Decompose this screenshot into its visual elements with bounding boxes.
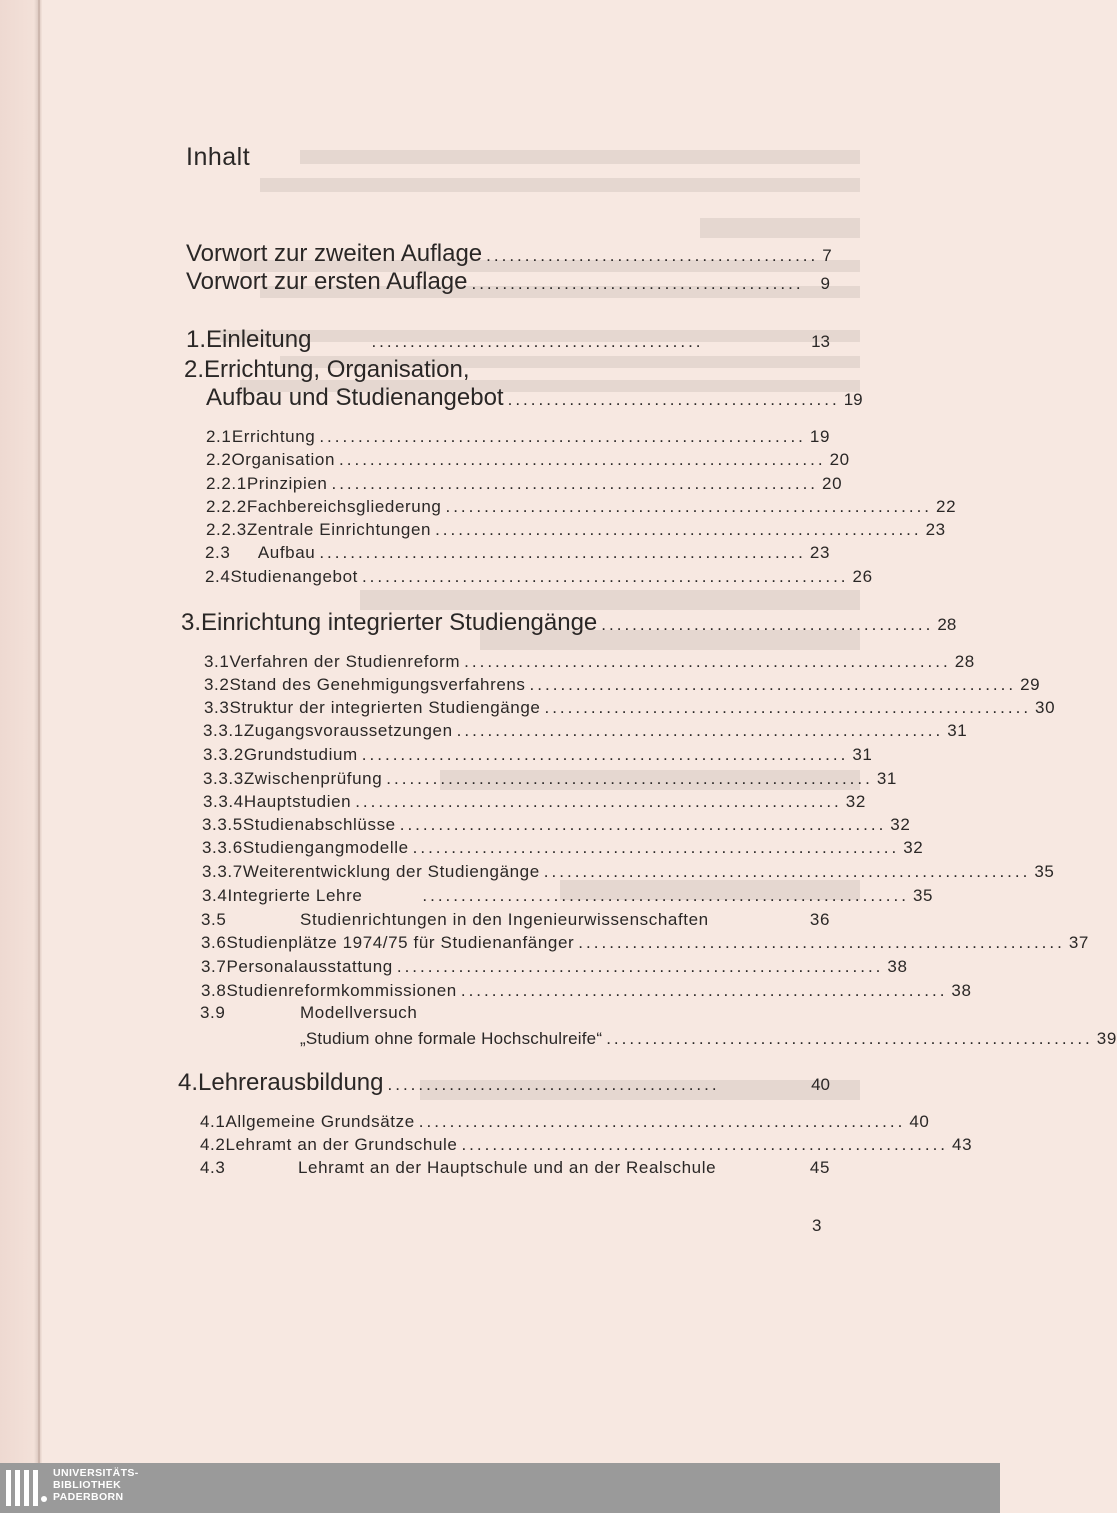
toc-leader: ............................................................... [396, 957, 884, 976]
toc-number: 3.3 [204, 698, 230, 717]
toc-number: 4.2 [200, 1135, 226, 1154]
toc-label: Studienrichtungen in den Ingenieurwissenschaften [300, 910, 709, 929]
toc-number: 3.4 [202, 886, 228, 905]
toc-leader: ............................................................... [331, 474, 819, 493]
toc-label: Lehramt an der Hauptschule und an der Realschule [298, 1158, 717, 1177]
toc-page: 40 [909, 1112, 930, 1131]
toc-page: 28 [937, 615, 957, 634]
toc-leader: ............................................................... [606, 1029, 1093, 1048]
toc-section [203, 769, 897, 789]
toc-page: 35 [1034, 862, 1055, 881]
toc-leader: ............................................................... [319, 543, 806, 562]
toc-label: Fachbereichsgliederung [246, 497, 442, 516]
toc-number: 1. [186, 326, 207, 353]
toc-leader: ............................................................... [456, 721, 944, 740]
toc-section [204, 652, 975, 672]
toc-entry [186, 268, 830, 296]
toc-number: 3.3.7 [202, 862, 243, 881]
toc-page: 23 [809, 543, 830, 562]
toc-section [206, 497, 957, 517]
toc-page: 29 [1020, 675, 1041, 694]
toc-section [200, 1112, 930, 1132]
toc-chapter [178, 1069, 830, 1097]
toc-label: Zwischenprüfung [243, 769, 383, 788]
toc-label: Vorwort zur ersten Auflage [186, 268, 468, 295]
toc-label: Prinzipien [246, 474, 328, 493]
toc-leader: ........................................... [507, 390, 840, 409]
toc-leader: ............................................................... [461, 1135, 949, 1154]
toc-label: Zugangsvoraussetzungen [243, 721, 453, 740]
toc-leader: ............................................................... [319, 427, 806, 446]
toc-page: 39 [1096, 1029, 1117, 1048]
toc-page: 19 [809, 427, 830, 446]
page-gutter [0, 0, 42, 1463]
toc-page: 22 [936, 497, 957, 516]
toc-page: 35 [912, 886, 934, 905]
toc-page: 20 [829, 450, 850, 469]
toc-number: 3.6 [201, 933, 227, 952]
toc-leader: ............................................................... [418, 1112, 906, 1131]
toc-number: 3.3.1 [203, 721, 244, 740]
toc-number: 2.2.3 [206, 520, 247, 539]
toc-section [203, 721, 968, 741]
toc-section [203, 792, 866, 812]
toc-section [201, 981, 972, 1001]
library-footer [0, 1463, 1000, 1513]
toc-leader: ............................................................... [544, 698, 1032, 717]
toc-label: Studienplätze 1974/75 für Studienanfänger [226, 933, 575, 952]
toc-section [201, 910, 830, 930]
toc-number: 4.3 [200, 1158, 226, 1177]
toc-leader: ............................................................... [578, 933, 1065, 952]
toc-number: 2.3 [205, 543, 231, 562]
toc-label: Aufbau [257, 543, 316, 562]
toc-entry [186, 240, 830, 268]
toc-section [200, 1003, 830, 1023]
toc-number: 3.9 [200, 1003, 226, 1022]
toc-section [202, 815, 911, 835]
toc-section [202, 862, 1055, 882]
toc-leader: ........................................... [371, 332, 704, 351]
toc-label: Einrichtung integrierter Studiengänge [201, 609, 598, 636]
toc-section [203, 745, 873, 765]
toc-label: Aufbau und Studienangebot [206, 384, 504, 411]
toc-leader: ........................................... [387, 1075, 720, 1094]
toc-leader: ............................................................... [422, 886, 909, 905]
toc-page: 31 [852, 745, 873, 764]
toc-leader: ............................................................... [460, 981, 948, 1000]
toc-leader: ............................................................... [445, 497, 933, 516]
toc-leader: ........................................... [486, 246, 819, 265]
toc-number: 2.2 [206, 450, 232, 469]
toc-label: Verfahren der Studienreform [229, 652, 461, 671]
toc-number: 3.5 [201, 910, 227, 929]
library-name-line: UNIVERSITÄTS- [53, 1467, 139, 1479]
toc-label: Weiterentwicklung der Studiengänge [242, 862, 540, 881]
toc-label: Stand des Genehmigungsverfahrens [229, 675, 526, 694]
toc-label: Vorwort zur zweiten Auflage [186, 240, 483, 267]
toc-page: 13 [811, 332, 830, 351]
toc-page: 37 [1068, 933, 1089, 952]
library-name [53, 1467, 139, 1503]
toc-leader: ........................................... [471, 274, 804, 293]
toc-number: 3. [181, 609, 202, 636]
toc-label: Organisation [231, 450, 336, 469]
toc-section [200, 1135, 973, 1155]
toc-chapter-continued [206, 384, 863, 412]
toc-page: 20 [822, 474, 843, 493]
toc-label: Zentrale Einrichtungen [246, 520, 432, 539]
toc-leader: ............................................................... [399, 815, 887, 834]
toc-label: Einleitung [206, 326, 312, 353]
toc-leader: ............................................................... [543, 862, 1031, 881]
toc-section [205, 543, 830, 563]
toc-leader: ............................................................... [339, 450, 826, 469]
toc-leader: ............................................................... [355, 792, 842, 811]
toc-number: 4. [178, 1069, 199, 1096]
toc-chapter [184, 356, 830, 384]
toc-number: 3.3.5 [202, 815, 243, 834]
toc-number: 3.2 [204, 675, 230, 694]
toc-section [206, 474, 843, 494]
toc-leader: ............................................................... [386, 769, 873, 788]
toc-section [201, 957, 908, 977]
toc-section [206, 520, 946, 540]
toc-number: 3.3.3 [203, 769, 244, 788]
toc-number: 2.4 [205, 567, 231, 586]
toc-page: 38 [951, 981, 972, 1000]
toc-number: 4.1 [200, 1112, 226, 1131]
toc-leader: ............................................................... [361, 567, 849, 586]
toc-number: 3.8 [201, 981, 227, 1000]
toc-number: 2. [184, 356, 205, 383]
toc-page: 36 [809, 910, 830, 929]
toc-label: Personalausstattung [226, 957, 393, 976]
toc-section [202, 886, 934, 906]
library-logo-icon [6, 1470, 46, 1506]
toc-label: Lehrerausbildung [198, 1069, 384, 1096]
toc-page: 23 [925, 520, 946, 539]
toc-section [201, 933, 1089, 953]
toc-page: 26 [852, 567, 873, 586]
toc-number: 3.3.4 [203, 792, 244, 811]
toc-page: 45 [809, 1158, 830, 1177]
toc-number: 3.3.6 [202, 838, 243, 857]
toc-page: 40 [811, 1075, 830, 1094]
toc-label: „Studium ohne formale Hochschulreife“ [300, 1029, 603, 1048]
toc-number: 3.3.2 [203, 745, 244, 764]
library-name-line: BIBLIOTHEK [53, 1479, 122, 1491]
toc-section [200, 1158, 830, 1178]
toc-number: 2.1 [206, 427, 232, 446]
toc-section [202, 838, 924, 858]
toc-number: 2.2.1 [206, 474, 247, 493]
toc-page: 31 [947, 721, 968, 740]
toc-leader: ............................................................... [464, 652, 951, 671]
toc-leader: ............................................................... [361, 745, 849, 764]
toc-leader: ............................................................... [412, 838, 900, 857]
binding-fold [38, 0, 40, 1463]
toc-section [204, 698, 1056, 718]
toc-leader: ............................................................... [529, 675, 1017, 694]
toc-label: Struktur der integrierten Studiengänge [229, 698, 541, 717]
toc-label: Studienangebot [230, 567, 358, 586]
toc-section [206, 450, 850, 470]
toc-label: Allgemeine Grundsätze [225, 1112, 415, 1131]
toc-number: 3.1 [204, 652, 230, 671]
toc-page: 7 [822, 246, 832, 265]
page-number: 3 [812, 1216, 822, 1235]
toc-section [206, 427, 830, 447]
toc-page: 31 [876, 769, 897, 788]
toc-chapter [181, 609, 957, 637]
toc-page: 28 [954, 652, 975, 671]
toc-label: Modellversuch [300, 1003, 418, 1022]
toc-page: 38 [887, 957, 908, 976]
toc-page: 30 [1035, 698, 1056, 717]
toc-label: Integrierte Lehre [227, 886, 363, 905]
toc-label: Studienabschlüsse [242, 815, 396, 834]
toc-page: 19 [843, 390, 863, 409]
toc-leader: ........................................... [601, 615, 934, 634]
library-name-line: PADERBORN [53, 1491, 124, 1503]
toc-label: Hauptstudien [243, 792, 352, 811]
toc-page: 43 [952, 1135, 973, 1154]
toc-leader: ............................................................... [435, 520, 922, 539]
toc-number: 2.2.2 [206, 497, 247, 516]
toc-label: Lehramt an der Grundschule [225, 1135, 458, 1154]
toc-label: Errichtung [231, 427, 316, 446]
toc-number: 3.7 [201, 957, 227, 976]
toc-section [205, 567, 873, 587]
toc-label: Studienreformkommissionen [226, 981, 457, 1000]
toc-page: 9 [820, 274, 830, 293]
toc-page: 32 [903, 838, 924, 857]
toc-section-continued [300, 1029, 1117, 1049]
toc-chapter [186, 326, 830, 354]
toc-label: Grundstudium [243, 745, 358, 764]
toc-page: 32 [845, 792, 866, 811]
toc-label: Errichtung, Organisation, [204, 356, 470, 383]
page-title: Inhalt [186, 143, 251, 171]
toc-page: 32 [890, 815, 911, 834]
toc-section [204, 675, 1041, 695]
toc-label: Studiengangmodelle [242, 838, 409, 857]
